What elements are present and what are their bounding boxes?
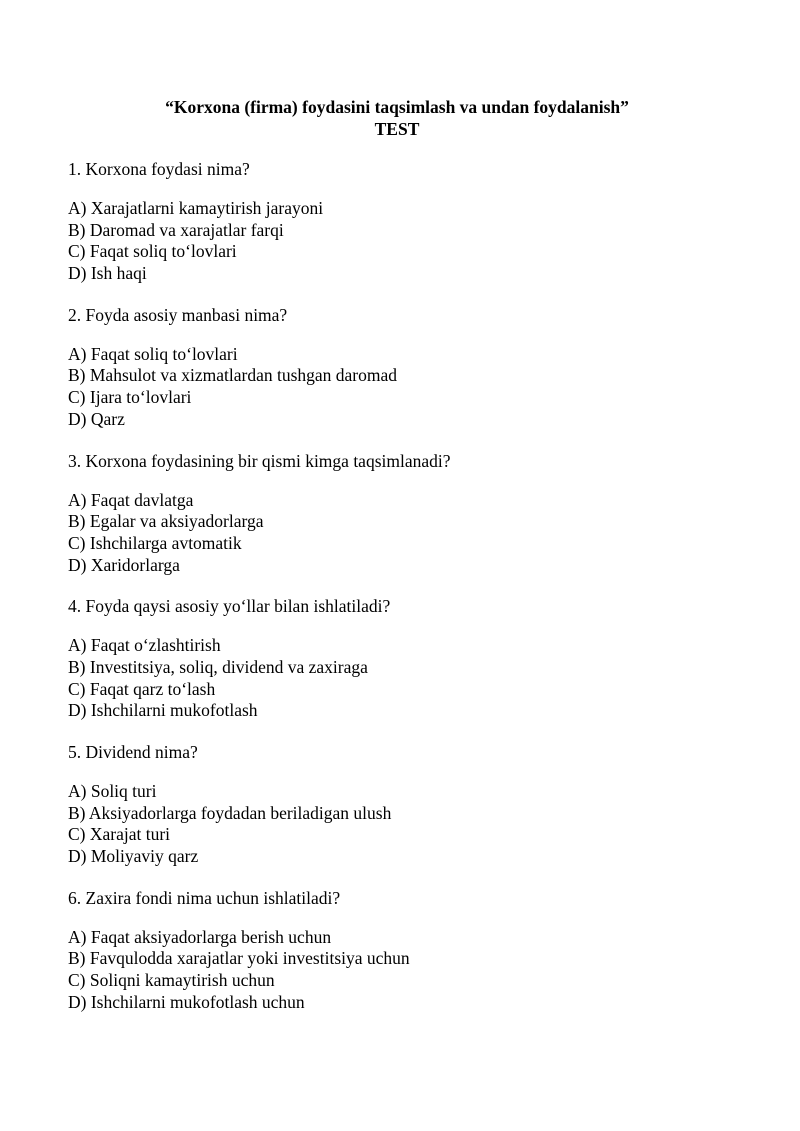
- option-b: B) Investitsiya, soliq, dividend va zaxiraga: [68, 656, 368, 677]
- question-text: 1. Korxona foydasi nima?: [68, 159, 250, 179]
- option-b: B) Favqulodda xarajatlar yoki investitsiya uchun: [68, 948, 410, 969]
- title-line-2: TEST: [374, 119, 420, 139]
- option-a: A) Soliq turi: [68, 781, 157, 801]
- option-c: C) Xarajat turi: [68, 824, 171, 845]
- title-line-1: “Korxona (firma) foydasini taqsimlash va undan foydalanish”: [165, 97, 629, 117]
- option-d: D) Moliyaviy qarz: [68, 846, 199, 867]
- question-text: 2. Foyda asosiy manbasi nima?: [68, 304, 288, 325]
- option-a: A) Faqat o‘zlashtirish: [68, 635, 221, 656]
- question-text: 6. Zaxira fondi nima uchun ishlatiladi?: [68, 887, 341, 908]
- option-a: A) Faqat aksiyadorlarga berish uchun: [68, 926, 332, 947]
- option-c: C) Faqat soliq to‘lovlari: [68, 241, 237, 262]
- option-b: B) Egalar va aksiyadorlarga: [68, 511, 264, 532]
- document-title: [0, 96, 794, 140]
- question-text: 5. Dividend nima?: [68, 742, 198, 762]
- question-list: [68, 158, 748, 1033]
- option-b: B) Aksiyadorlarga foydadan beriladigan ulush: [68, 802, 392, 823]
- option-c: C) Faqat qarz to‘lash: [68, 678, 216, 699]
- question-2: [68, 304, 748, 431]
- option-a: A) Faqat soliq to‘lovlari: [68, 343, 238, 364]
- option-d: D) Ishchilarni mukofotlash uchun: [68, 991, 305, 1012]
- question-text: 4. Foyda qaysi asosiy yo‘llar bilan ishlatiladi?: [68, 596, 391, 617]
- question-3: [68, 450, 748, 577]
- question-6: [68, 887, 748, 1014]
- option-a: A) Xarajatlarni kamaytirish jarayoni: [68, 198, 324, 218]
- question-5: [68, 741, 748, 868]
- option-c: C) Ishchilarga avtomatik: [68, 532, 242, 553]
- option-d: D) Ishchilarni mukofotlash: [68, 700, 258, 721]
- question-1: [68, 158, 748, 285]
- option-c: C) Soliqni kamaytirish uchun: [68, 970, 275, 991]
- option-b: B) Daromad va xarajatlar farqi: [68, 219, 284, 240]
- option-d: D) Qarz: [68, 408, 125, 429]
- option-a: A) Faqat davlatga: [68, 489, 194, 510]
- option-d: D) Ish haqi: [68, 263, 147, 284]
- question-text: 3. Korxona foydasining bir qismi kimga taqsimlanadi?: [68, 450, 451, 471]
- option-d: D) Xaridorlarga: [68, 554, 180, 575]
- question-4: [68, 595, 748, 722]
- option-b: B) Mahsulot va xizmatlardan tushgan daromad: [68, 365, 398, 386]
- option-c: C) Ijara to‘lovlari: [68, 387, 192, 408]
